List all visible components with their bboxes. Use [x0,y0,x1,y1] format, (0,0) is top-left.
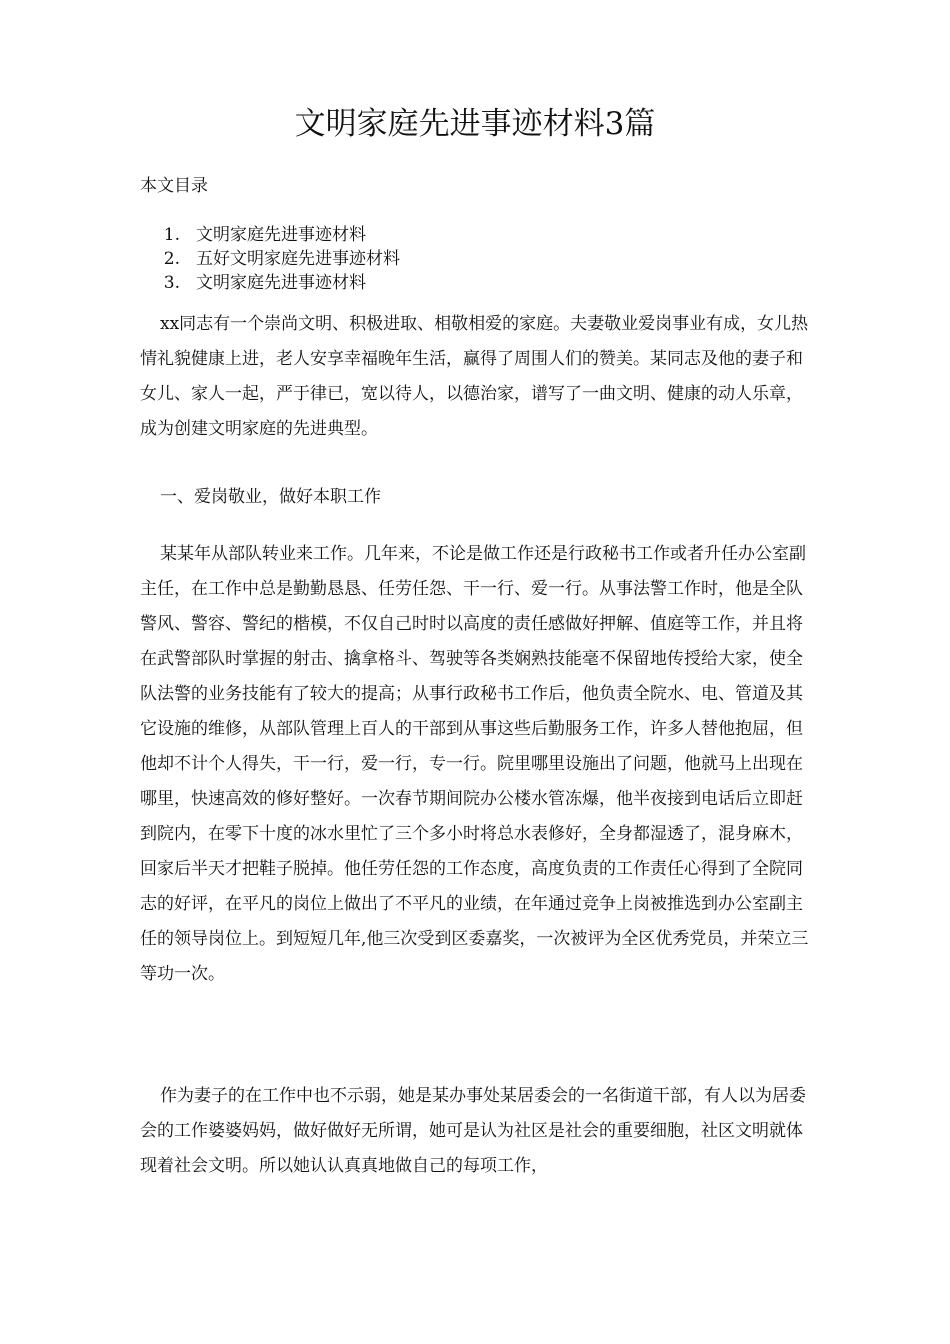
body-paragraph: 某某年从部队转业来工作。几年来，不论是做工作还是行政秘书工作或者升任办公室副主任，在工作中总是勤勤恳恳、任劳任怨、干一行、爱一行。从事法警工作时，他是全队警风、警容、警纪的楷模，不仅自己时时以高度的责任感做好押解、值庭等工作，并且将在武警部队时掌握的射击、擒拿格斗、驾驶等各类娴熟技能毫不保留地传授给大家，使全队法警的业务技能有了较大的提高；从事行政秘书工作后，他负责全院水、电、管道及其它设施的维修，从部队管理上百人的干部到从事这些后勤服务工作，许多人替他抱屈，但他却不计个人得失，干一行，爱一行，专一行。院里哪里设施出了问题，他就马上出现在哪里，快速高效的修好整好。一次春节期间院办公楼水管冻爆，他半夜接到电话后立即赶到院内，在零下十度的冰水里忙了三个多小时将总水表修好，全身都湿透了，混身麻木，回家后半天才把鞋子脱掉。他任劳任怨的工作态度，高度负责的工作责任心得到了全院同志的好评，在平凡的岗位上做出了不平凡的业绩，在年通过竞争上岗被推选到办公室副主任的领导岗位上。到短短几年,他三次受到区委嘉奖，一次被评为全区优秀党员，并荣立三等功一次。 [140,544,809,984]
toc-item-label: 五好文明家庭先进事迹材料 [196,249,400,269]
toc-item[interactable] [140,271,400,295]
document-title: 文明家庭先进事迹材料3篇 [294,106,656,142]
toc-item-number: 3. [163,273,180,293]
toc-item-label: 文明家庭先进事迹材料 [196,273,366,293]
body-paragraph: 作为妻子的在工作中也不示弱，她是某办事处某居委会的一名街道干部，有人以为居委会的工作婆婆妈妈，做好做好无所谓，她可是认为社区是社会的重要细胞，社区文明就体现着社会文明。所以她认认真真地做自己的每项工作， [140,1086,806,1176]
toc-item[interactable] [140,223,400,247]
toc-item-number: 2. [163,249,180,269]
toc-item-number: 1. [163,225,180,245]
table-of-contents [140,223,400,295]
section-heading: 一、爱岗敬业，做好本职工作 [160,487,381,507]
intro-paragraph: xx同志有一个崇尚文明、积极进取、相敬相爱的家庭。夫妻敬业爱岗事业有成，女儿热情礼貌健康上进，老人安享幸福晚年生活，赢得了周围人们的赞美。某同志及他的妻子和女儿、家人一起，严于律已，宽以待人，以德治家，谱写了一曲文明、健康的动人乐章，成为创建文明家庭的先进典型。 [140,314,809,439]
toc-heading: 本文目录 [140,176,208,196]
toc-item-label: 文明家庭先进事迹材料 [196,225,366,245]
toc-item[interactable] [140,247,400,271]
